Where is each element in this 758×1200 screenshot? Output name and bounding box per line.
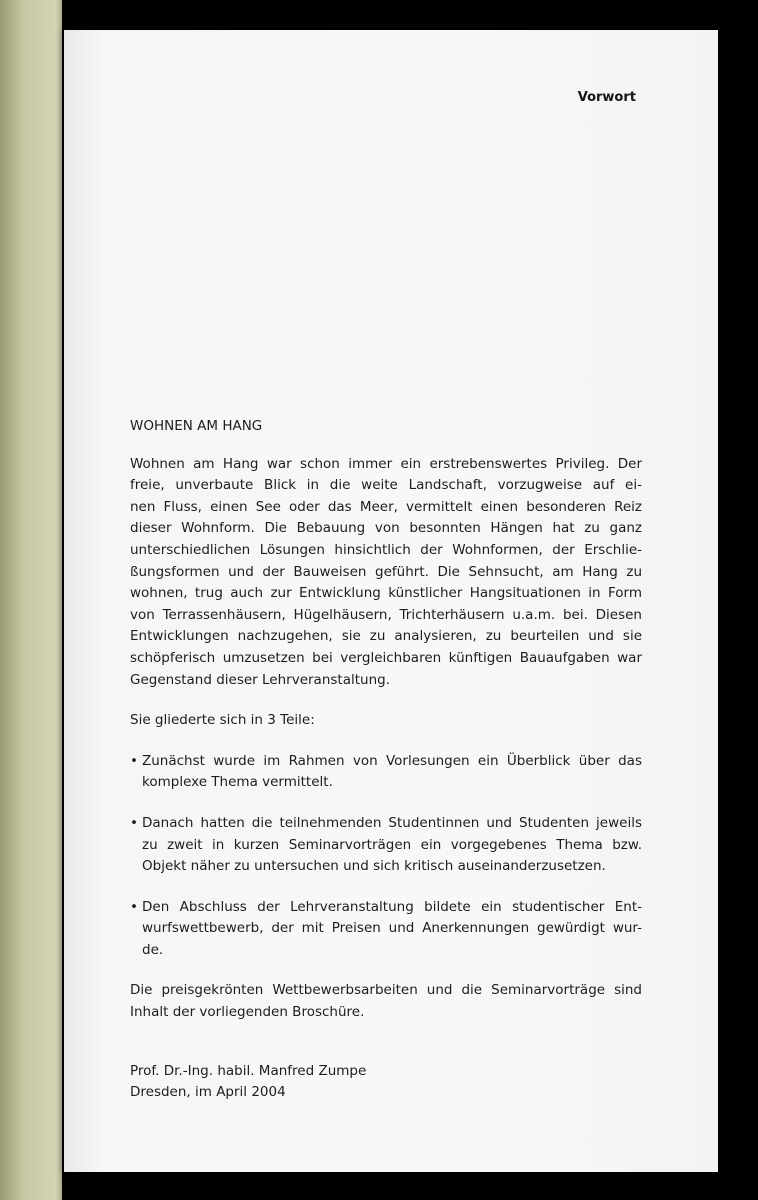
text-line: Objekt näher zu untersuchen und sich kritisch auseinanderzusetzen.: [142, 858, 606, 875]
text-line: komplexe Thema vermittelt.: [142, 774, 333, 791]
list-item: [130, 751, 642, 794]
parts-list: [130, 751, 642, 962]
text-line: von Terrassenhäusern, Hügelhäusern, Trichterhäusern u.a.m. bei. Diesen: [130, 606, 642, 623]
author-name: Prof. Dr.-Ing. habil. Manfred Zumpe: [130, 1062, 367, 1079]
text-line: dieser Wohnform. Die Bebauung von besonnten Hängen hat zu ganz: [130, 520, 642, 537]
text-line: Den Abschluss der Lehrveranstaltung bildete ein studentischer Ent-: [142, 898, 642, 915]
text-line: Entwicklungen nachzugehen, sie zu analysieren, zu beurteilen und sie: [130, 628, 642, 645]
text-line: wohnen, trug auch zur Entwicklung künstlicher Hangsituationen in Form: [130, 585, 642, 602]
document-title: WOHNEN AM HANG: [130, 418, 263, 434]
text-line: schöpferisch umzusetzen bei vergleichbaren künftigen Bauaufgaben war: [130, 649, 642, 666]
bullet-icon: •: [130, 752, 138, 769]
text-line: Danach hatten die teilnehmenden Studentinnen und Studenten jeweils: [142, 814, 642, 831]
text-line: freie, unverbaute Blick in die weite Landschaft, vorzugweise auf ei-: [130, 477, 642, 494]
text-line: wurfswettbewerb, der mit Preisen und Anerkennungen gewürdigt wur-: [142, 920, 642, 937]
text-line: zu zweit in kurzen Seminarvorträgen ein vorgegebenes Thema bzw.: [142, 836, 642, 853]
text-line: ßungsformen und der Bauweisen geführt. Die Sehnsucht, am Hang zu: [130, 563, 642, 580]
list-intro: Sie gliederte sich in 3 Teile:: [130, 712, 315, 729]
bullet-icon: •: [130, 814, 138, 831]
bullet-icon: •: [130, 898, 138, 915]
text-line: Gegenstand dieser Lehrveranstaltung.: [130, 671, 391, 688]
page-content: [130, 416, 642, 1104]
place-and-date: Dresden, im April 2004: [130, 1084, 286, 1101]
text-line: nen Fluss, einen See oder das Meer, vermittelt einen besonderen Reiz: [130, 498, 642, 515]
paragraph-intro-text: [130, 454, 642, 692]
text-line: Die preisgekrönten Wettbewerbsarbeiten und die Seminarvorträge sind: [130, 982, 642, 999]
closing-paragraph: [130, 980, 642, 1023]
text-line: unterschiedlichen Lösungen hinsichtlich der Wohnformen, der Erschlie-: [130, 541, 642, 558]
text-line: Inhalt der vorliegenden Broschüre.: [130, 1004, 365, 1021]
text-line: de.: [142, 941, 164, 958]
signature-block: [130, 1061, 642, 1104]
text-line: Wohnen am Hang war schon immer ein erstrebenswertes Privileg. Der: [130, 455, 642, 472]
text-line: Zunächst wurde im Rahmen von Vorlesungen ein Überblick über das: [142, 752, 642, 769]
list-item: [130, 813, 642, 878]
list-item: [130, 897, 642, 962]
section-header: Vorwort: [577, 90, 636, 105]
booklet-cover-edge: [0, 0, 62, 1200]
document-page: [64, 30, 718, 1172]
